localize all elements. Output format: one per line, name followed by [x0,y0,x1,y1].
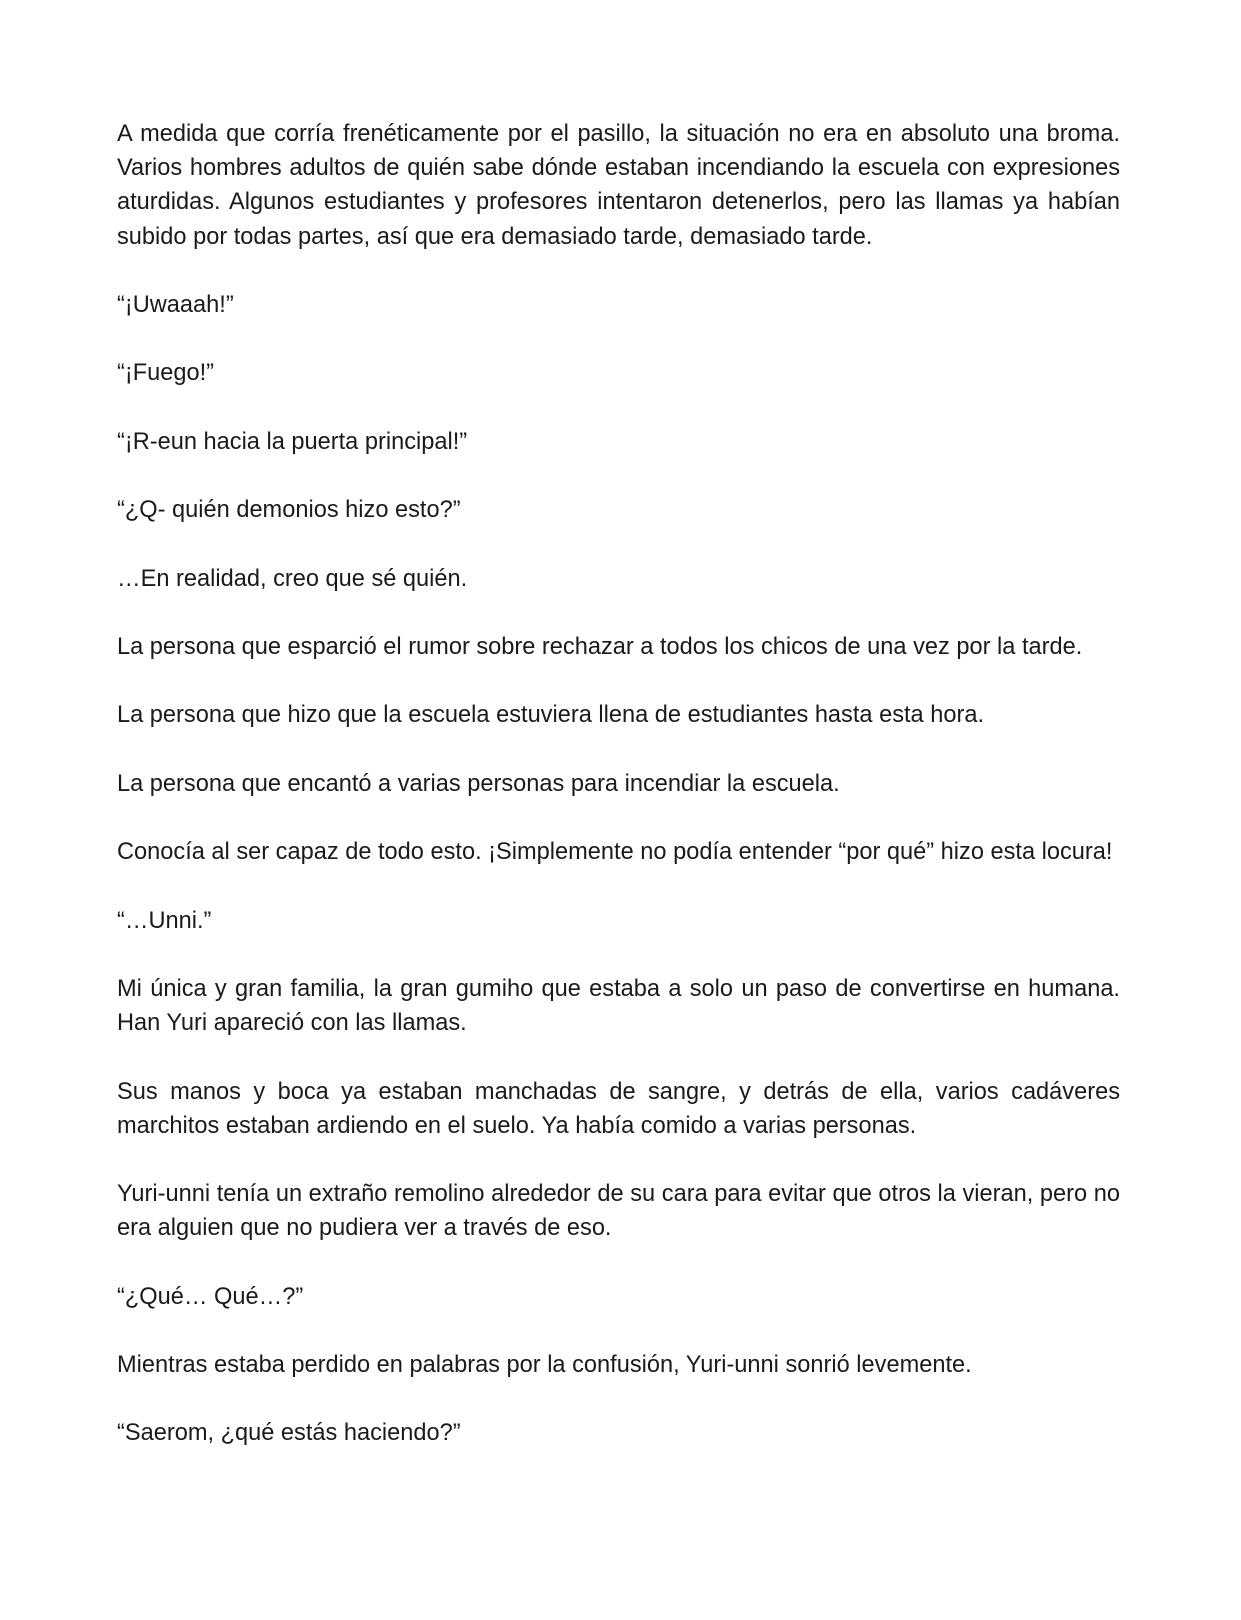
paragraph: …En realidad, creo que sé quién. [117,565,468,592]
paragraph: “¿Qué… Qué…?” [117,1283,304,1310]
paragraph: “¡Uwaaah!” [117,292,234,318]
paragraph: Mientras estaba perdido en palabras por la confusión, Yuri-unni sonrió levemente. [117,1352,972,1379]
paragraph: Yuri-unni tenía un extraño remolino alrededor de su cara para evitar que otros la vieran, pero no era alguien que no pudiera ver a través de eso. [117,1181,1120,1242]
paragraph: La persona que hizo que la escuela estuviera llena de estudiantes hasta esta hora. [117,702,985,729]
paragraph: “Saerom, ¿qué estás haciendo?” [117,1420,461,1447]
document-body [117,117,1120,1451]
paragraph: “…Unni.” [117,907,212,934]
paragraph: Mi única y gran familia, la gran gumiho que estaba a solo un paso de convertirse en humana. Han Yuri apareció con las llamas. [117,975,1120,1037]
paragraph: La persona que esparció el rumor sobre rechazar a todos los chicos de una vez por la tarde. [117,633,1083,660]
paragraph: “¡Fuego!” [117,360,215,387]
paragraph: A medida que corría frenéticamente por el pasillo, la situación no era en absoluto una broma. Varios hombres adultos de quién sabe dónde estaban incendiando la escuela con expresiones aturdidas. Algunos estudiantes y profesores intentaron detenerlos, pero las llamas ya habían subido por todas partes, así que era demasiado tarde, demasiado tarde. [117,121,1120,250]
paragraph: Conocía al ser capaz de todo esto. ¡Simplemente no podía entender “por qué” hizo esta locura! [117,839,1113,866]
paragraph: “¡R-eun hacia la puerta principal!” [117,428,468,455]
paragraph: Sus manos y boca ya estaban manchadas de sangre, y detrás de ella, varios cadáveres marchitos estaban ardiendo en el suelo. Ya había comido a varias personas. [117,1078,1120,1139]
paragraph: La persona que encantó a varias personas para incendiar la escuela. [117,770,840,797]
paragraph: “¿Q- quién demonios hizo esto?” [117,497,461,524]
